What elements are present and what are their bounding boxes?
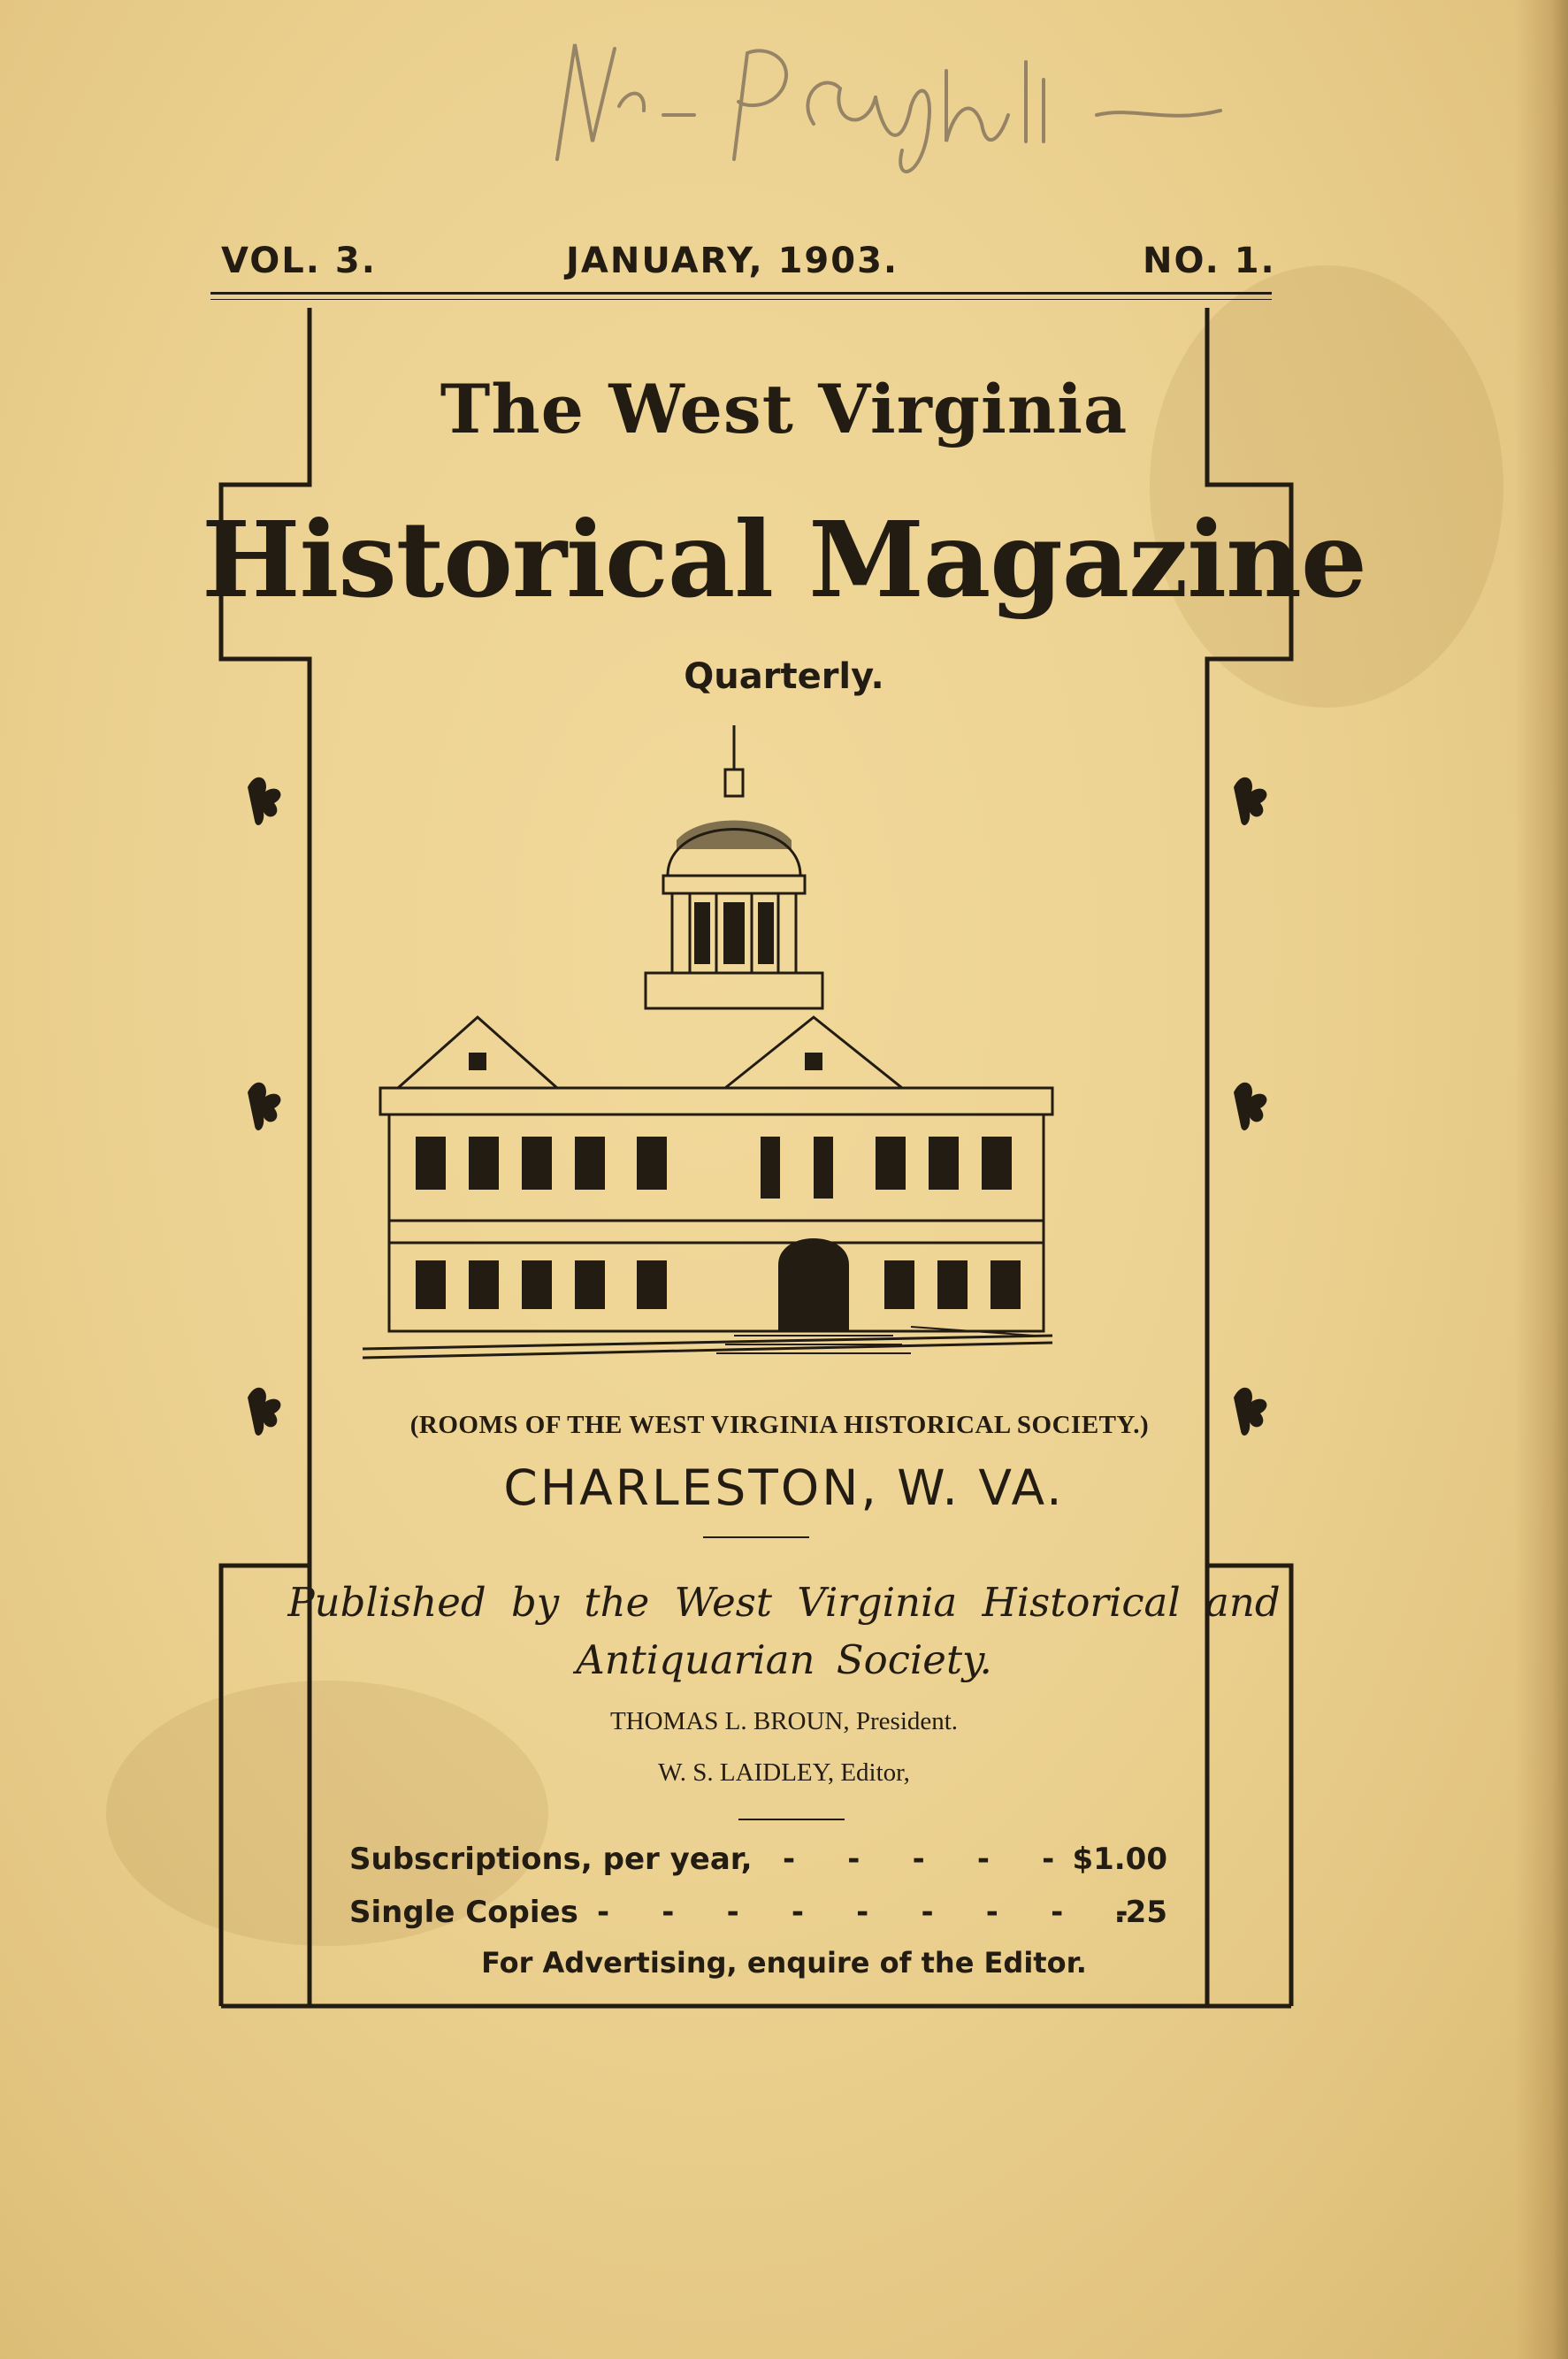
single-copy-price: .25 — [1113, 1895, 1167, 1930]
publisher-line-2: Antiquarian Society. — [576, 1636, 992, 1683]
magazine-title: Historical Magazine — [202, 498, 1366, 621]
editor-credit: W. S. LAIDLEY, Editor, — [658, 1758, 910, 1787]
volume-label: VOL. 3. — [221, 241, 377, 281]
president-credit: THOMAS L. BROUN, President. — [609, 1707, 959, 1735]
advertising-note: For Advertising, enquire of the Editor. — [481, 1946, 1087, 1980]
location-label: CHARLESTON, W. VA. — [503, 1459, 1065, 1516]
masthead-line: The West Virginia — [440, 370, 1128, 448]
leaf-ornament-icon — [1225, 770, 1278, 831]
leaf-ornament-icon — [1225, 1075, 1278, 1137]
leaf-ornament-icon — [239, 770, 292, 831]
subscription-price: $1.00 — [1072, 1842, 1167, 1877]
publisher-line: Published by the West Virginia Historical and — [287, 1579, 1281, 1626]
building-illustration — [345, 716, 1070, 1398]
leader-dashes: - - - - - — [783, 1842, 1055, 1877]
illustration-caption: (ROOMS OF THE WEST VIRGINIA HISTORICAL SOCIETY.) — [409, 1411, 1150, 1439]
frequency-label: Quarterly. — [684, 656, 884, 697]
issue-date: JANUARY, 1903. — [566, 241, 899, 281]
issue-number: NO. 1. — [1143, 241, 1276, 281]
subscription-label: Subscriptions, per year, — [349, 1842, 753, 1877]
single-copy-label: Single Copies — [349, 1895, 578, 1930]
leaf-ornament-icon — [239, 1075, 292, 1137]
leader-dashes: - - - - - - - - - — [597, 1895, 1128, 1930]
